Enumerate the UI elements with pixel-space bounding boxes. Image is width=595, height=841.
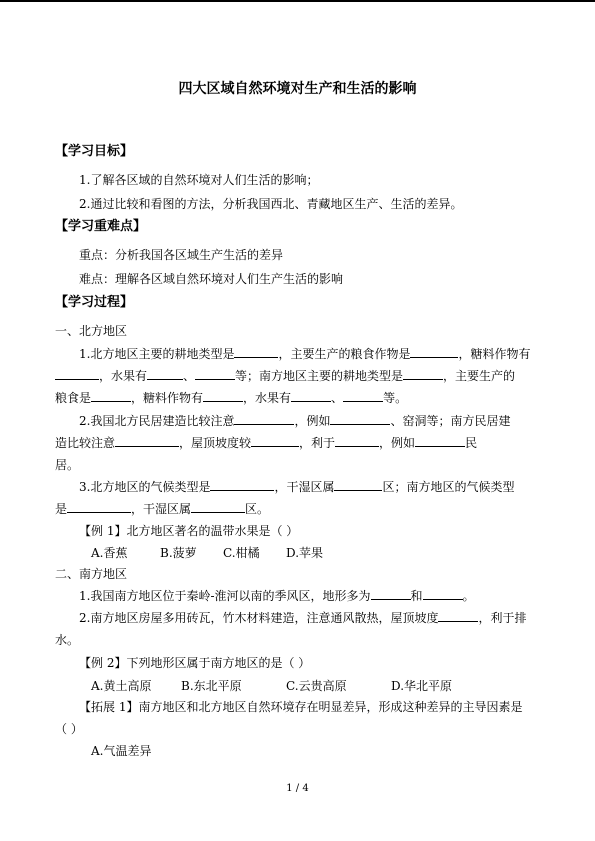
answer-blank[interactable] — [291, 390, 331, 402]
option-choice[interactable]: B.东北平原 — [181, 679, 242, 693]
answer-blank[interactable] — [371, 588, 411, 600]
top-border-line — [0, 0, 595, 2]
answer-blank[interactable] — [195, 368, 235, 380]
question-line: 3.北方地区的气候类型是 ，干湿区属 区；南方地区的气候类型 — [79, 480, 515, 494]
answer-parentheses: （ ） — [55, 722, 83, 736]
answer-blank[interactable] — [415, 435, 465, 447]
question-line: 1.北方地区主要的耕地类型是 ，主要生产的粮食作物是 ，糖料作物有 — [79, 347, 531, 361]
south-heading: 二、南方地区 — [55, 567, 128, 581]
option-choice[interactable]: A.气温差异 — [91, 744, 152, 758]
question-line: ，水果有 、 等；南方地区主要的耕地类型是 ，主要生产的 — [55, 368, 515, 384]
option-choice[interactable]: A.黄土高原 — [91, 679, 152, 693]
focus-text: 重点：分析我国各区域生产生活的差异 — [79, 248, 284, 262]
answer-blank[interactable] — [210, 479, 274, 491]
question-line: 2.南方地区房屋多用砖瓦，竹木材料建造，注意通风散热，屋顶坡度 ，利于排 — [79, 611, 527, 625]
section-heading-objectives: 【学习目标】 — [55, 144, 134, 159]
question-line: 水。 — [55, 633, 80, 647]
answer-blank[interactable] — [403, 368, 443, 380]
answer-blank[interactable] — [191, 501, 245, 513]
difficulty-text: 难点：理解各区域自然环境对人们生产生活的影响 — [79, 272, 344, 286]
answer-blank[interactable] — [115, 435, 179, 447]
page-number: 1 / 4 — [286, 783, 309, 794]
extension-question: 【拓展 1】南方地区和北方地区自然环境存在明显差异，形成这种差异的主导因素是 — [79, 700, 523, 714]
answer-blank[interactable] — [147, 368, 183, 380]
section-heading-process: 【学习过程】 — [55, 295, 134, 310]
option-choice[interactable]: A.香蕉 — [91, 546, 128, 560]
answer-blank[interactable] — [438, 610, 478, 622]
question-line: 1.我国南方地区位于秦岭-淮河以南的季风区，地形多为 和 。 — [79, 589, 475, 603]
question-line: 粮食是 ，糖料作物有 ，水果有 、 等。 — [55, 391, 408, 405]
option-choice[interactable]: D.苹果 — [286, 546, 324, 560]
objective-item: 2.通过比较和看图的方法，分析我国西北、青藏地区生产、生活的差异。 — [79, 197, 463, 211]
answer-blank[interactable] — [67, 501, 131, 513]
question-line: 2.我国北方民居建造比较注意 ，例如 、窑洞等；南方民居建 — [79, 414, 511, 428]
page-title: 四大区域自然环境对生产和生活的影响 — [178, 81, 417, 97]
answer-blank[interactable] — [55, 368, 99, 380]
answer-blank[interactable] — [234, 346, 278, 358]
option-choice[interactable]: D.华北平原 — [391, 679, 453, 693]
option-choice[interactable]: C.柑橘 — [223, 546, 260, 560]
answer-blank[interactable] — [335, 435, 379, 447]
question-line: 居。 — [55, 458, 80, 472]
answer-blank[interactable] — [423, 588, 463, 600]
option-choice[interactable]: B.菠萝 — [160, 546, 197, 560]
example-question: 【例 1】北方地区著名的温带水果是（ ） — [79, 524, 299, 538]
section-heading-key-points: 【学习重难点】 — [55, 219, 147, 234]
answer-blank[interactable] — [251, 435, 299, 447]
example-question: 【例 2】下列地形区属于南方地区的是（ ） — [79, 656, 311, 670]
question-line: 造比较注意 ，屋顶坡度较 ，利于 ，例如 民 — [55, 436, 478, 450]
answer-blank[interactable] — [343, 390, 383, 402]
option-choice[interactable]: C.云贵高原 — [286, 679, 347, 693]
north-heading: 一、北方地区 — [55, 324, 128, 338]
objective-item: 1.了解各区域的自然环境对人们生活的影响； — [79, 173, 319, 187]
answer-blank[interactable] — [410, 346, 458, 358]
answer-blank[interactable] — [330, 413, 390, 425]
answer-blank[interactable] — [334, 479, 382, 491]
answer-blank[interactable] — [234, 413, 294, 425]
question-line: 是 ，干湿区属 区。 — [55, 502, 270, 516]
answer-blank[interactable] — [203, 390, 243, 402]
answer-blank[interactable] — [91, 390, 131, 402]
